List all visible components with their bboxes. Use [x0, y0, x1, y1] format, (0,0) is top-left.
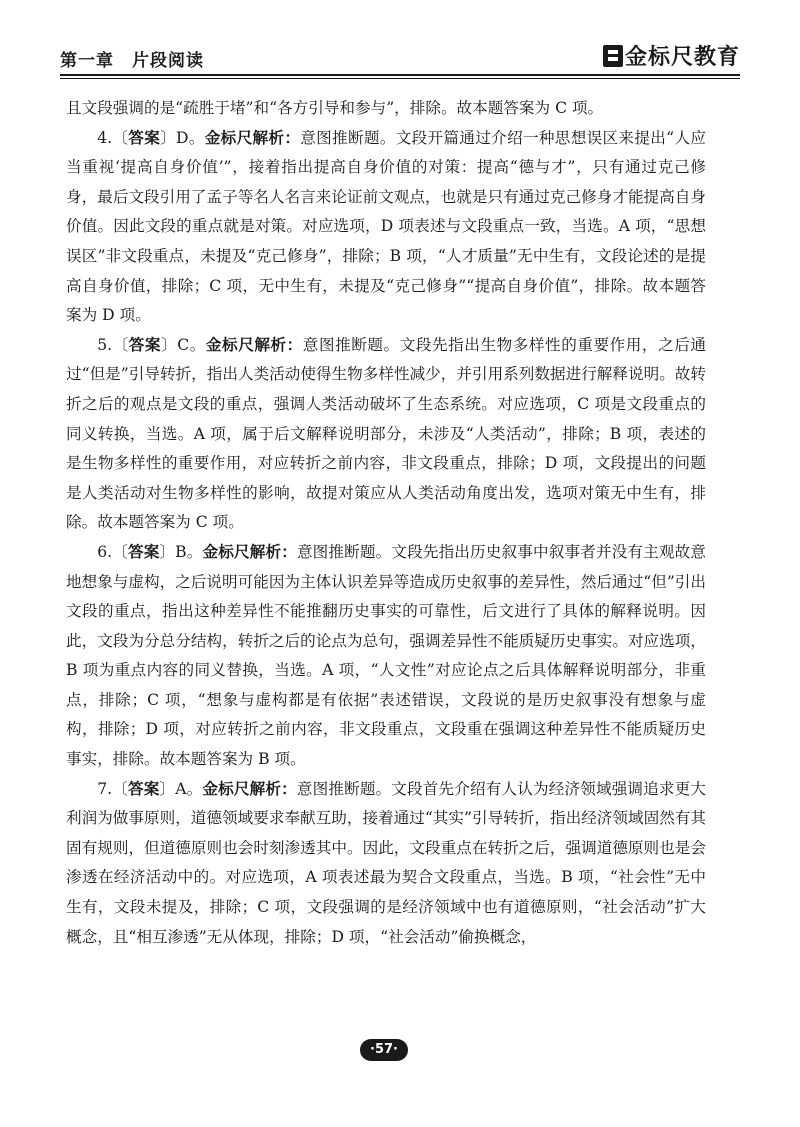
analysis-text: 意图推断题。文段首先介绍有人认为经济领域强调追求更大利润为做事原则，道德领域要求奉献互助，接着通过“其实”引导转折，指出经济领域固然有其固有规则，但道德原则也会时刻渗透其中。因此，文段重点在转折之后，强调道德原则也是会渗透在经济活动中的。对应选项，A 项表述最为契合文段重点，当选。B 项，“社会性”无中生有，文段未提及，排除；C 项，文段强调的是经济领域中也有道德原则，“社会活动”扩大概念，且“相互渗透”无从体现，排除；D 项，“社会活动”偷换概念， — [66, 779, 706, 946]
explanation-item-4 — [66, 124, 706, 331]
explanation-item-6 — [66, 538, 706, 775]
analysis-text: 意图推断题。文段开篇通过介绍一种思想误区来提出“人应当重视‘提高自身价值’”，接着指出提高自身价值的对策：提高“德与才”，只有通过克己修身，最后文段引用了孟子等名人名言来论证前文观点，也就是只有通过克己修身才能提高自身价值。因此文段的重点就是对策。对应选项，D 项表述与文段重点一致，当选。A 项，“思想误区”非文段重点，未提及“克己修身”，排除；B 项，“人才质量”无中生有，文段论述的是提高自身价值，排除；C 项，无中生有，未提及“克己修身”“提高自身价值”，排除。故本题答案为 D 项。 — [66, 128, 706, 325]
header-rule — [60, 74, 740, 76]
page-header — [60, 38, 740, 72]
item-number: 6.〔 — [97, 542, 128, 561]
brand-logo — [603, 40, 740, 71]
answer-label: 答案 — [127, 779, 160, 798]
analysis-text: 意图推断题。文段先指出历史叙事中叙事者并没有主观故意地想象与虚构，之后说明可能因为主体认识差异等造成历史叙事的差异性，然后通过“但”引出文段的重点，指出这种差异性不能推翻历史事实的可靠性，后文进行了具体的解释说明。因此，文段为分总分结构，转折之后的论点为总句，强调差异性不能质疑历史事实。对应选项，B 项为重点内容的同义替换，当选。A 项，“人文性”对应论点之后具体解释说明部分，非重点，排除；C 项，“想象与虚构都是有依据”表述错误，文段说的是历史叙事没有想象与虚构，排除；D 项，对应转折之前内容，非文段重点，文段重在强调这种差异性不能质疑历史事实，排除。故本题答案为 B 项。 — [66, 542, 706, 769]
answer-label: 答案 — [127, 542, 160, 561]
answer-letter: 〕A。 — [159, 779, 203, 798]
item-number: 7.〔 — [97, 779, 128, 798]
answer-letter: 〕D。 — [160, 128, 205, 147]
analysis-label: 金标尺解析： — [202, 542, 297, 561]
chapter-title: 第一章 片段阅读 — [60, 51, 204, 71]
explanation-item-5 — [66, 331, 706, 538]
brand-name: 金标尺教育 — [624, 45, 740, 70]
analysis-label: 金标尺解析： — [204, 128, 301, 147]
analysis-label: 金标尺解析： — [202, 779, 297, 798]
explanation-item-7 — [66, 775, 706, 953]
item-number: 5.〔 — [97, 335, 129, 354]
answer-letter: 〕B。 — [159, 542, 203, 561]
item-number: 4.〔 — [97, 128, 129, 147]
answer-explanations — [66, 94, 706, 952]
analysis-text: 意图推断题。文段先指出生物多样性的重要作用，之后通过“但是”引导转折，指出人类活动使得生物多样性减少，并引用系列数据进行解释说明。故转折之后的观点是文段的重点，强调人类活动破坏了生态系统。对应选项，C 项是文段重点的同义转换，当选。A 项，属于后文解释说明部分，未涉及“人类活动”，排除；B 项，表述的是生物多样性的重要作用，对应转折之前内容，非文段重点，排除；D 项，文段提出的问题是人类活动对生物多样性的影响，故提对策应从人类活动角度出发，选项对策无中生有，排除。故本题答案为 C 项。 — [66, 335, 706, 532]
analysis-label: 金标尺解析： — [205, 335, 303, 354]
answer-label: 答案 — [128, 128, 161, 147]
header-rule-thin — [60, 78, 740, 79]
page-number: ·57· — [360, 1039, 408, 1061]
answer-letter: 〕C。 — [161, 335, 206, 354]
answer-label: 答案 — [128, 335, 162, 354]
brand-logo-icon — [603, 45, 623, 67]
intro-paragraph: 且文段强调的是“疏胜于堵”和“各方引导和参与”，排除。故本题答案为 C 项。 — [66, 99, 604, 117]
